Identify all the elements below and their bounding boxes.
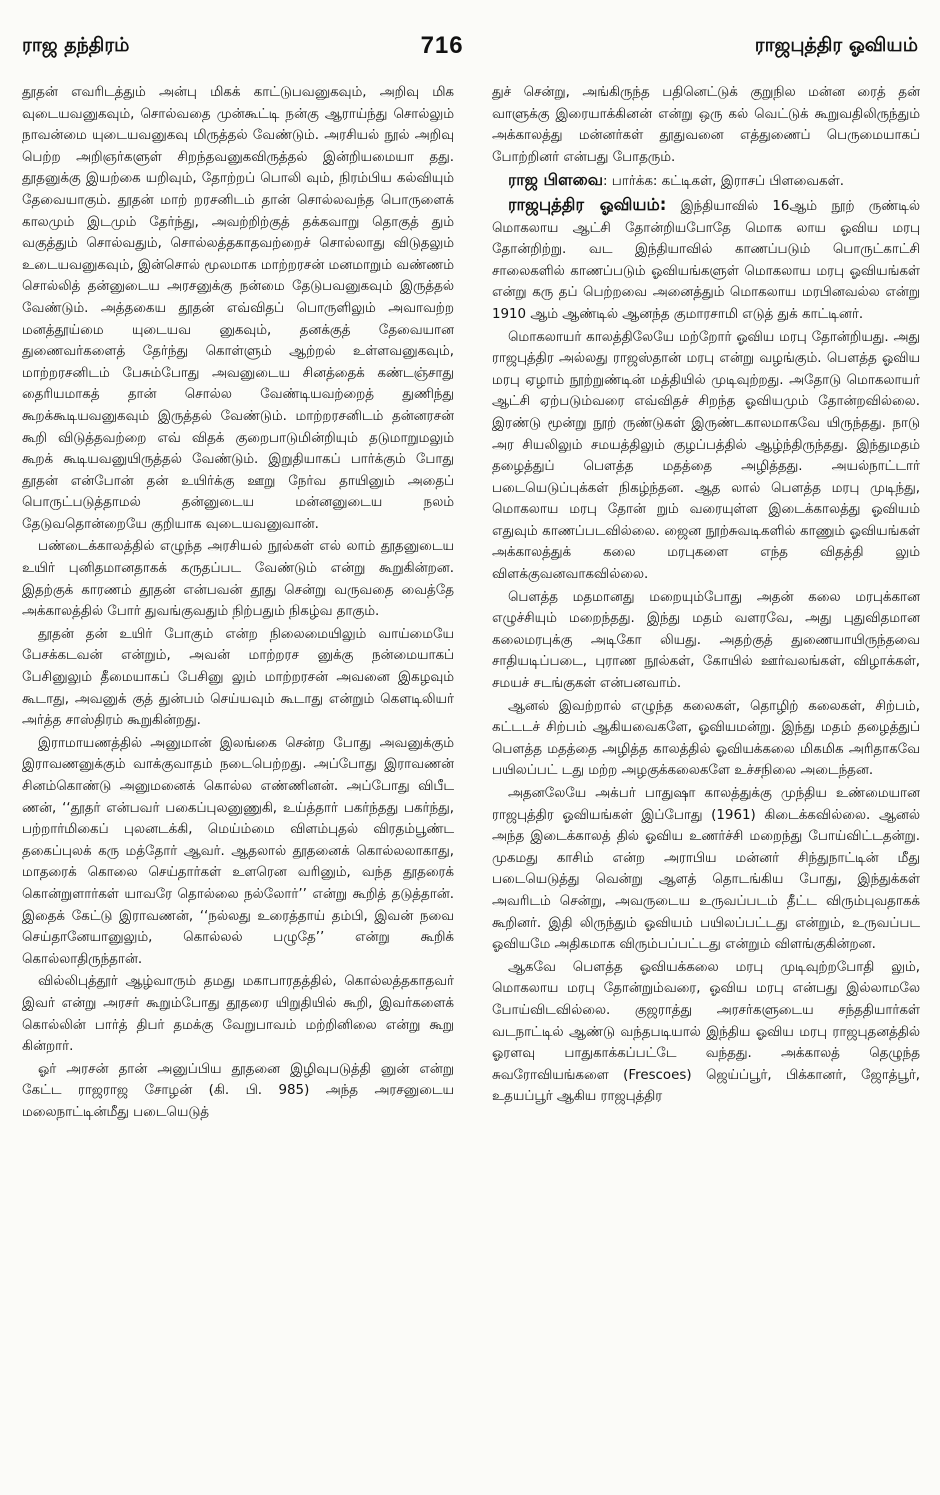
paragraph: ஆகவே பௌத்த ஓவியக்கலை மரபு முடிவுற்றபோதி லும், மொகலாய மரபு தோன்றும்வரை, ஓவிய மரபு என்பது இல்லாமலே போய்விடவில்லை. குஜராத்து அரசர்களுடைய சந்ததியார்கள் வடநாட்டில் ஆண்டு வந்தபடியால் இந்திய ஓவிய மரபு ராஜபுதனத்தில் ஓரளவு பாதுகாக்கப்பட்டே வந்தது. அக்காலத் தெழுந்த சுவரோவியங்களை (Frescoes) ஜெய்ப்பூர், பிக்கானர், ஜோத்பூர், உதயப்பூர் ஆகிய ராஜபுத்திர [492, 959, 920, 1105]
left-column [22, 82, 454, 1483]
page-number: 716 [420, 32, 464, 59]
paragraph: பௌத்த மதமானது மறையும்போது அதன் கலை மரபுக்கான எழுச்சியும் மறைந்தது. இந்து மதம் வளரவே, அது புதுவிதமான கலைமரபுக்கு அடிகோ லியது. அதற்குத் துணையாயிருந்தவை சாதியடிப்படை, புராண நூல்கள், கோயில் ஊர்வலங்கள், விழாக்கள், சமயச் சடங்குகள் என்பனவாம். [492, 589, 920, 692]
paragraph: தூதன் தன் உயிர் போகும் என்ற நிலைமையிலும் வாய்மையே பேசக்கடவன் என்றும், அவன் மாற்றரச னுக்கு நன்மையாகப் பேசினுலும் தீமையாகப் பேசினு லும் மாற்றரசன் அவனை இகழவும் கூடாது, அவனுக் குத் துன்பம் செய்யவும் கூடாது என்றும் கௌடிலியர் அர்த்த சாஸ்திரம் கூறுகின்றது. [22, 626, 454, 729]
paragraph: வில்லிபுத்தூர் ஆழ்வாரும் தமது மகாபாரதத்தில், கொல்லத்தகாதவர் இவர் என்று அரசர் கூறும்போது தூதரை யிறுதியில் கூறி, இவர்களைக் கொல்லின் பார்த் திபர் தமக்கு வேறுபாவம் மற்றினிலை என்று கூறு கின்றார். [22, 974, 454, 1055]
entry-text: இந்தியாவில் 16ஆம் நூற் ருண்டில் மொகலாய ஆட்சி தோன்றியபோதே மொக லாய ஓவிய மரபு தோன்றிற்று. வட இந்தியாவில் காணப்படும் பொருட்காட்சி சாலைகளில் காணப்படும் ஓவியங்களுள் மொகலாய மரபு ஓவியங்கள் என்று கரு தப் பெற்றவை அனைத்தும் மொகலாய மரபினவல்ல என்று 1910 ஆம் ஆண்டில் ஆனந்த குமாரசாமி எடுத் துக் காட்டினர். [492, 198, 920, 322]
entry-heading: ராஜபுத்திர ஓவியம்: [508, 194, 667, 214]
paragraph: அதனலேயே அக்பர் பாதுஷா காலத்துக்கு முந்திய உண்மையான ராஜபுத்திர ஓவியங்கள் இப்போது (1961) கிடைக்கவில்லை. ஆனல் அந்த இடைக்காலத் தில் ஓவிய உணர்ச்சி மறைந்து போய்விட்டதன்று. முகமது காசிம் என்ற அராபிய மன்னர் சிந்துநாட்டின் மீது படையெடுத்து வென்று ஆளத் தொடங்கிய போது, இந்துக்கள் அவரிடம் சென்று, அவருடைய உருவப்படம் தீட்ட விரும்புவதாகக் கூறினர். இதி லிருந்தும் ஓவியம் பயிலப்பட்டது என்றும், உருவப்பட ஓவியமே அதிகமாக விரும்பப்பட்டது என்றும் விளங்குகின்றன. [492, 786, 920, 953]
paragraph: மொகலாயர் காலத்திலேயே மற்றோர் ஓவிய மரபு தோன்றியது. அது ராஜபுத்திர அல்லது ராஜஸ்தான் மரபு என்று வழங்கும். பௌத்த ஓவிய மரபு ஏழாம் நூற்றுண்டின் மத்தியில் முடிவுற்றது. அதோடு மொகலாயர் ஆட்சி ஏற்படும்வரை எவ்விதச் சிறந்த ஓவியமும் தோன்றவில்லை. இரண்டு மூன்று நூற் ருண்டுகள் இருண்டகாலமாகவே யிருந்தது. நாடு அர சியலிலும் சமயத்திலும் குழப்பத்தில் ஆழ்ந்திருந்தது. இந்துமதம் தழைத்துப் பௌத்த மதத்தை அழித்தது. அயல்நாட்டார் படையெடுப்புக்கள் நிகழ்ந்தன. ஆத லால் பௌத்த மரபு முடிந்து, மொகலாய மரபு தோன் றும் வரையுள்ள இடைக்காலத்து ஓவியம் எதுவும் காணப்படவில்லை. ஜைன நூற்சுவடிகளில் காணும் ஓவியங்கள் அக்காலத்துக் கலை மரபுகளை எந்த விதத்தி லும் விளக்குவனவாகவில்லை. [492, 329, 920, 583]
paragraph: ஆனல் இவற்றால் எழுந்த கலைகள், தொழிற் கலைகள், சிற்பம், கட்டடச் சிற்பம் ஆகியவைகளே, ஓவியமன்று. இந்து மதம் தழைத்துப் பௌத்த மதத்தை அழித்த காலத்தில் ஓவியக்கலை மிகமிக அரிதாகவே பயிலப்பட் டது மற்ற அழகுக்கலைகளே உச்சநிலை அடைந்தன. [492, 698, 920, 779]
paragraph: இராமாயணத்தில் அனுமான் இலங்கை சென்ற போது அவனுக்கும் இராவணனுக்கும் வாக்குவாதம் நடைபெற்றது. அப்போது இராவணன் சினம்கொண்டு அனுமனைக் கொல்ல எண்ணினன். அப்போது விபீட ணன், ‘‘தூதர் என்பவர் பகைப்புலனுணுகி, உய்த்தார் பகர்ந்தது பகர்ந்து, பற்றார்மிகைப் புலனடக்கி, மெய்ம்மை விளம்புதல் விரதம்பூண்ட தகைப்புலக் கரு மத்தோர் ஆவர். ஆதலால் தூதனைக் கொல்லலாகாது, மாதரைக் கொலை செய்தார்கள் உளரென வரினும், வந்த தூதரைக் கொன்றுளார்கள் யாவரே தொல்லை நல்லோர்’’ என்று கூறித் தடுத்தான். இதைக் கேட்டு இராவணன், ‘‘நல்லது உரைத்தாய் தம்பி, இவன் நவை செய்தானேயானுலும், கொல்லல் பழுதே’’ என்று கூறிக் கொல்லாதிருந்தான். [22, 735, 454, 967]
entry-raja-pilavai [492, 169, 920, 193]
paragraph: பண்டைக்காலத்தில் எழுந்த அரசியல் நூல்கள் எல் லாம் தூதனுடைய உயிர் புனிதமானதாகக் கருதப்பட வேண்டும் என்று கூறுகின்றன. இதற்குக் காரணம் தூதன் என்பவன் தூது சென்று வருவதை வைத்தே அக்காலத்தில் போர் துவங்குவதும் நிற்பதும் நிகழ்வ தாகும். [22, 539, 454, 620]
running-head-left: ராஜ தந்திரம் [22, 33, 130, 56]
entry-text: : பார்க்க: கட்டிகள், இராசப் பிளவைகள். [603, 174, 844, 190]
page-header [22, 28, 918, 64]
entry-rajput-painting [492, 194, 920, 326]
paragraph: ஓர் அரசன் தான் அனுப்பிய தூதனை இழிவுபடுத்தி னுன் என்று கேட்ட ராஜராஜ சோழன் (கி. பி. 985) அந்த அரசனுடைய மலைநாட்டின்மீது படையெடுத் [22, 1061, 454, 1120]
right-column [492, 82, 920, 1483]
continued-paragraph: துச் சென்று, அங்கிருந்த பதினெட்டுக் குறுநில மன்ன ரைத் தன் வாளுக்கு இரையாக்கினன் என்று ஒரு கல் வெட்டுக் கூறுவதிலிருந்தும் அக்காலத்து மன்னர்கள் தூதுவனை எத்துணைப் பெருமையாகப் போற்றினர் என்பது போதரும். [492, 85, 920, 165]
running-head-right: ராஜபுத்திர ஓவியம் [754, 33, 918, 56]
entry-heading: ராஜ பிளவை [508, 170, 604, 190]
paragraph: தூதன் எவரிடத்தும் அன்பு மிகக் காட்டுபவனுகவும், அறிவு மிக வுடையவனுகவும், சொல்வதை முன்கூட்டி நன்கு ஆராய்ந்து சொல்லும் நாவன்மை யுடையவனுகவு மிருத்தல் வேண்டும். அரசியல் நூல் அறிவு பெற்ற அறிஞர்களுள் சிறந்தவனுகவிருத்தல் இன்றியமையா தது. தூதனுக்கு இயற்கை யறிவும், தோற்றப் பொலி வும், நிரம்பிய கல்வியும் தேவையாகும். தூதன் மாற் றரசனிடம் தான் சொல்லவந்த பொருளைக் காலமும் இடமும் தேர்ந்து, அவற்றிற்குத் தக்கவாறு தொகுத் தும் வகுத்தும் சொல்வதும், சொல்லத்தகாதவற்றைச் சொல்லாது விடுதலும் உடையவனுகவும், இன்சொல் மூலமாக மாற்றரசன் மனமாறும் வண்ணம் சொல்லித் தன்னுடைய அரசனுக்கு நன்மை தேடுபவனுகவும் இருத்தல் வேண்டும். அத்தகைய தூதன் எவ்விதப் பொருளிலும் அவாவற்ற மனத்தூய்மை யுடையவ னுகவும், தனக்குத் தேவையான துணைவர்களைத் தேர்ந்து கொள்ளும் ஆற்றல் உள்ளவனுகவும், மாற்றரசனிடம் பேசும்போது அவனுடைய சினத்தைக் கண்டஞ்சாது தைரியமாகத் தான் சொல்ல வேண்டியவற்றைத் துணிந்து கூறக்கூடியவனுகவும் இருத்தல் வேண்டும். மாற்றரசனிடம் தன்னரசன் கூறி விடுத்தவற்றை எவ் விதக் குறைபாடுமின்றியும் தடுமாறுமலும் கூறக் கூடியவனுயிருத்தல் வேண்டும். இறுதியாகப் பார்க்கும் போது தூதன் என்போன் தன் உயிர்க்கு ஊறு நேர்வ தாயினும் அதைப் பொருட்படுத்தாமல் தன்னுடைய மன்னனுடைய நலம் தேடுவதொன்றையே குறியாக வுடையவனுவான். [22, 85, 454, 532]
